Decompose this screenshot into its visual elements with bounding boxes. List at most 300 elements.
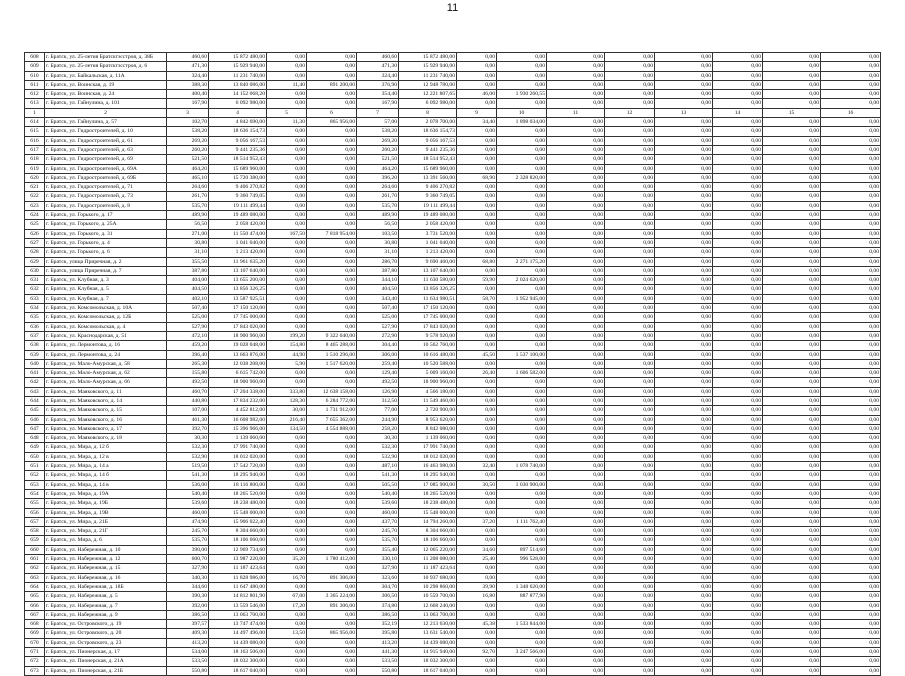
table-cell: 0,00	[267, 508, 307, 517]
table-cell: 460,70	[167, 387, 209, 396]
table-cell: 352,19	[357, 620, 399, 629]
table-cell: г. Братск, ул. Мира, д. 12 в	[45, 452, 167, 461]
table-cell: 638	[25, 341, 45, 350]
table-cell: 1 731 912,00	[307, 406, 357, 415]
table-cell: 0,00	[713, 322, 763, 331]
table-cell: г. Братск, ул. Гидростроителей, д. 69Б	[45, 173, 167, 182]
table-cell: 3 247 566,00	[497, 648, 547, 657]
table-cell: 0,00	[457, 489, 497, 498]
table-cell: 1 213 420,00	[209, 248, 267, 257]
table-cell: 0,00	[763, 387, 821, 396]
table-cell: г. Братск, ул. Воинская, д. 24	[45, 90, 167, 99]
table-cell: 3 365 224,00	[307, 592, 357, 601]
table-cell: 634	[25, 304, 45, 313]
table-cell: 0,00	[307, 648, 357, 657]
table-cell: 0,00	[821, 434, 881, 443]
table-cell: 0,00	[497, 304, 547, 313]
table-cell: г. Братск, ул. Гидростроителей, д. 71	[45, 183, 167, 192]
table-cell: 0,00	[713, 592, 763, 601]
table-cell: 0,00	[307, 248, 357, 257]
table-cell: 0,00	[307, 480, 357, 489]
table-cell: 0,00	[267, 443, 307, 452]
table-row	[25, 127, 881, 136]
table-cell: 611	[25, 80, 45, 89]
table-cell: 0,00	[655, 62, 713, 71]
table-cell: 0,00	[763, 462, 821, 471]
table-cell: 0,00	[821, 127, 881, 136]
table-cell: 646	[25, 415, 45, 424]
table-cell: 0,00	[497, 155, 547, 164]
column-number-cell: 9	[457, 108, 497, 117]
table-cell: 312,50	[357, 396, 399, 405]
table-cell: 17 843 020,00	[399, 322, 457, 331]
table-cell: 535,70	[167, 536, 209, 545]
table-cell: 0,00	[655, 99, 713, 108]
table-cell: 18 900 960,00	[209, 378, 267, 387]
table-cell: 167,50	[267, 229, 307, 238]
table-cell: 0,00	[605, 415, 655, 424]
table-cell: 0,00	[655, 71, 713, 80]
table-cell: 0,00	[605, 294, 655, 303]
table-cell: 0,00	[821, 517, 881, 526]
table-cell: 492,50	[167, 378, 209, 387]
table-cell: 0,00	[605, 118, 655, 127]
table-cell: 0,00	[713, 452, 763, 461]
table-cell: 0,00	[457, 71, 497, 80]
table-cell: 0,00	[713, 294, 763, 303]
table-cell: 18 116 800,00	[209, 480, 267, 489]
table-cell: 1 348 620,00	[497, 582, 547, 591]
table-cell: 0,00	[307, 99, 357, 108]
table-row	[25, 304, 881, 313]
table-cell: 1 041 040,00	[209, 238, 267, 247]
table-cell: 0,00	[763, 629, 821, 638]
table-cell: 0,00	[763, 248, 821, 257]
table-cell: 0,00	[605, 164, 655, 173]
table-cell: 0,00	[547, 666, 605, 675]
table-cell: 0,00	[821, 527, 881, 536]
table-cell: 643	[25, 387, 45, 396]
table-cell: 0,00	[605, 480, 655, 489]
table-cell: 272,90	[357, 331, 399, 340]
table-cell: 18 106 660,00	[209, 536, 267, 545]
table-row	[25, 471, 881, 480]
page-number: 11	[446, 2, 459, 14]
table-cell: 0,00	[713, 657, 763, 666]
table-cell: г. Братск, ул. Клубная, д. 5	[45, 285, 167, 294]
table-cell: 0,00	[655, 480, 713, 489]
table-cell: 0,00	[821, 257, 881, 266]
table-cell: 0,00	[655, 601, 713, 610]
table-cell: 15 929 940,00	[399, 62, 457, 71]
table-cell: 0,00	[763, 276, 821, 285]
table-cell: 0,00	[821, 313, 881, 322]
table-cell: г. Братск, ул. Мира, д. 6	[45, 536, 167, 545]
table-cell: 0,00	[605, 136, 655, 145]
table-cell: 0,00	[821, 499, 881, 508]
table-cell: 1 537 100,00	[497, 350, 547, 359]
table-cell: 0,00	[497, 220, 547, 229]
table-cell: 0,00	[821, 452, 881, 461]
table-cell: 0,00	[821, 266, 881, 275]
column-number-cell: 15	[763, 108, 821, 117]
table-cell: 0,00	[655, 192, 713, 201]
table-cell: г. Братск, ул. Гидростроителей, д. 69А	[45, 164, 167, 173]
table-cell: 0,00	[457, 359, 497, 368]
table-cell: 1 041 040,00	[399, 238, 457, 247]
table-cell: 413,20	[357, 638, 399, 647]
table-cell: 0,00	[267, 545, 307, 554]
table-cell: 0,00	[821, 220, 881, 229]
column-number-cell: 7	[357, 108, 399, 117]
table-cell: 0,00	[821, 294, 881, 303]
table-cell: г. Братск, ул. Лермонтова, д. 24	[45, 350, 167, 359]
table-cell: 13 107 640,00	[209, 266, 267, 275]
table-cell: г. Братск, ул. Мало-Амурская, д. 58	[45, 359, 167, 368]
table-cell: 388,30	[167, 80, 209, 89]
table-cell: 0,00	[713, 527, 763, 536]
table-cell: 11 828 986,00	[209, 573, 267, 582]
table-row	[25, 406, 881, 415]
table-cell: 0,00	[457, 192, 497, 201]
table-cell: 0,00	[457, 406, 497, 415]
table-cell: 461,30	[167, 415, 209, 424]
table-cell: 0,00	[763, 582, 821, 591]
table-cell: 0,00	[547, 424, 605, 433]
table-cell: 0,00	[763, 229, 821, 238]
table-cell: г. Братск, ул. Маяковского, д. 17	[45, 424, 167, 433]
table-cell: 0,00	[307, 322, 357, 331]
table-cell: 59,90	[457, 276, 497, 285]
table-cell: 0,00	[547, 610, 605, 619]
table-cell: 19 489 080,00	[209, 211, 267, 220]
table-cell: 0,00	[547, 601, 605, 610]
table-cell: 245,70	[357, 527, 399, 536]
table-cell: 0,00	[605, 462, 655, 471]
table-cell: 0,00	[457, 434, 497, 443]
table-cell: 17 085 900,00	[399, 480, 457, 489]
table-cell: 13,50	[267, 629, 307, 638]
table-cell: 392,70	[167, 424, 209, 433]
table-cell: 10 616 480,00	[399, 350, 457, 359]
table-cell: г. Братск, ул. Комсомольская, д. 4	[45, 322, 167, 331]
table-cell: 0,00	[457, 136, 497, 145]
table-cell: 663	[25, 573, 45, 582]
table-cell: 0,00	[821, 536, 881, 545]
table-cell: 0,00	[713, 164, 763, 173]
table-cell: 0,00	[497, 331, 547, 340]
table-cell: 0,00	[713, 220, 763, 229]
table-cell: 664	[25, 582, 45, 591]
table-cell: 0,00	[713, 62, 763, 71]
table-cell: 0,00	[605, 229, 655, 238]
table-cell: 0,00	[547, 508, 605, 517]
table-cell: 57,00	[357, 118, 399, 127]
table-cell: 1 533 844,00	[497, 620, 547, 629]
table-cell: 0,00	[605, 582, 655, 591]
table-cell: 0,00	[713, 564, 763, 573]
column-number-cell: 14	[713, 108, 763, 117]
column-number-cell: 4	[209, 108, 267, 117]
table-cell: 0,00	[547, 657, 605, 666]
table-cell: 2 078 700,00	[399, 118, 457, 127]
table-cell: 9 441 235,36	[399, 145, 457, 154]
table-cell: 0,00	[307, 434, 357, 443]
table-cell: 669	[25, 629, 45, 638]
table-cell: 8 842 080,00	[399, 424, 457, 433]
table-cell: г. Братск, ул. Байкальская, д. 11А	[45, 71, 167, 80]
table-cell: 0,00	[457, 471, 497, 480]
table-cell: г. Братск, ул. Гидростроителей, д. 10	[45, 127, 167, 136]
table-row	[25, 294, 881, 303]
table-cell: 492,50	[357, 378, 399, 387]
table-cell: 0,00	[307, 564, 357, 573]
table-cell: 0,00	[547, 164, 605, 173]
table-cell: 34,60	[457, 545, 497, 554]
table-cell: 673	[25, 666, 45, 675]
table-cell: г. Братск, ул. Маяковского, д. 18	[45, 434, 167, 443]
table-cell: 0,00	[763, 304, 821, 313]
table-cell: 0,00	[267, 452, 307, 461]
table-cell: 0,00	[307, 304, 357, 313]
table-cell: 0,00	[267, 564, 307, 573]
table-cell: 0,00	[457, 127, 497, 136]
table-cell: 1 517 620,00	[307, 359, 357, 368]
table-cell: 0,00	[547, 499, 605, 508]
table-cell: 0,00	[547, 90, 605, 99]
table-cell: 489,90	[357, 211, 399, 220]
table-cell: 654	[25, 489, 45, 498]
table-cell: 0,00	[307, 582, 357, 591]
table-cell: 887 877,90	[497, 592, 547, 601]
table-cell: 0,00	[267, 155, 307, 164]
table-cell: 0,00	[821, 99, 881, 108]
table-cell: 0,00	[497, 638, 547, 647]
table-cell: 17 991 740,00	[209, 443, 267, 452]
table-cell: 269,20	[167, 136, 209, 145]
table-cell: 1 510 296,00	[307, 350, 357, 359]
table-cell: 0,00	[605, 424, 655, 433]
table-cell: 2 328 820,00	[497, 173, 547, 182]
table-cell: 0,00	[821, 396, 881, 405]
table-cell: 0,00	[713, 638, 763, 647]
table-cell: 5 009 160,00	[399, 369, 457, 378]
table-cell: 0,00	[821, 359, 881, 368]
table-cell: 167,90	[357, 99, 399, 108]
table-cell: 323,60	[357, 573, 399, 582]
table-cell: 0,00	[497, 341, 547, 350]
table-cell: 0,00	[713, 471, 763, 480]
table-cell: 0,00	[307, 53, 357, 62]
table-cell: 0,00	[655, 183, 713, 192]
table-cell: 0,00	[307, 257, 357, 266]
table-cell: г. Братск, ул. Гайнулина, д. 57	[45, 118, 167, 127]
table-cell: 644	[25, 396, 45, 405]
table-cell: 0,00	[497, 201, 547, 210]
table-cell: 647	[25, 424, 45, 433]
table-row	[25, 462, 881, 471]
table-cell: 0,00	[605, 341, 655, 350]
table-cell: 8 304 660,00	[209, 527, 267, 536]
table-cell: 2 024 620,00	[497, 276, 547, 285]
table-cell: 0,00	[605, 369, 655, 378]
table-cell: 0,00	[655, 313, 713, 322]
table-cell: 487,10	[357, 462, 399, 471]
table-cell: 0,00	[763, 62, 821, 71]
table-cell: 0,00	[713, 601, 763, 610]
table-cell: г. Братск, ул. Горького, д. 31	[45, 229, 167, 238]
table-cell: 0,00	[457, 629, 497, 638]
table-cell: 0,00	[763, 71, 821, 80]
table-cell: 0,00	[763, 406, 821, 415]
table-cell: 0,00	[307, 638, 357, 647]
table-row	[25, 229, 881, 238]
table-cell: 0,00	[655, 582, 713, 591]
table-cell: 0,00	[547, 527, 605, 536]
table-cell: 324,40	[357, 71, 399, 80]
table-cell: 0,00	[713, 276, 763, 285]
table-cell: г. Братск, ул. Гидростроителей, д. 61	[45, 136, 167, 145]
table-cell: 0,00	[763, 220, 821, 229]
table-cell: 891 306,00	[307, 601, 357, 610]
table-cell: 259,40	[357, 359, 399, 368]
table-cell: 627	[25, 238, 45, 247]
table-cell: 155,80	[167, 369, 209, 378]
table-cell: 0,00	[713, 387, 763, 396]
table-cell: 12 038 208,00	[209, 359, 267, 368]
table-cell: 25,40	[457, 555, 497, 564]
table-cell: 0,00	[547, 573, 605, 582]
table-cell: 0,00	[713, 517, 763, 526]
table-row	[25, 536, 881, 545]
table-cell: 4 452 812,00	[209, 406, 267, 415]
table-cell: 0,00	[713, 248, 763, 257]
table-cell: 0,00	[763, 452, 821, 461]
table-cell: г. Братск, ул. Мира, д. 14 а	[45, 462, 167, 471]
table-cell: 10 562 760,00	[399, 341, 457, 350]
table-cell: 0,00	[457, 322, 497, 331]
table-cell: 0,00	[821, 480, 881, 489]
table-cell: 11 550 474,00	[209, 229, 267, 238]
table-cell: 396,40	[167, 350, 209, 359]
table-cell: 0,00	[497, 145, 547, 154]
table-cell: 0,00	[821, 415, 881, 424]
table-cell: 134,50	[267, 424, 307, 433]
table-cell: 617	[25, 145, 45, 154]
table-cell: 68,80	[457, 257, 497, 266]
table-cell: 9 578 920,00	[399, 331, 457, 340]
table-cell: 0,00	[267, 657, 307, 666]
table-row	[25, 573, 881, 582]
table-row	[25, 350, 881, 359]
table-cell: 0,00	[457, 666, 497, 675]
table-cell: 18 900 960,00	[399, 378, 457, 387]
table-cell: 0,00	[763, 192, 821, 201]
table-cell: 9 322 040,00	[307, 331, 357, 340]
table-cell: 471,30	[357, 62, 399, 71]
table-cell: 0,00	[267, 313, 307, 322]
table-cell: 9 406 270,82	[209, 183, 267, 192]
table-cell: 0,00	[655, 136, 713, 145]
table-cell: 0,00	[655, 201, 713, 210]
table-cell: 0,00	[497, 471, 547, 480]
table-cell: 0,00	[605, 71, 655, 80]
column-number-cell: 10	[497, 108, 547, 117]
table-cell: 0,00	[655, 378, 713, 387]
table-cell: 653	[25, 480, 45, 489]
table-cell: 0,00	[547, 62, 605, 71]
table-cell: 264,60	[357, 183, 399, 192]
table-cell: 0,00	[307, 183, 357, 192]
table-cell: 56,50	[167, 220, 209, 229]
table-cell: 0,00	[547, 387, 605, 396]
table-cell: 0,00	[655, 462, 713, 471]
table-cell: 14 497 496,00	[209, 629, 267, 638]
table-cell: 0,00	[457, 573, 497, 582]
table-cell: 344,10	[357, 276, 399, 285]
table-cell: 67,00	[267, 592, 307, 601]
table-cell: 0,00	[655, 350, 713, 359]
table-cell: 7 655 362,00	[307, 415, 357, 424]
table-cell: 0,00	[605, 629, 655, 638]
table-cell: 0,00	[267, 183, 307, 192]
table-cell: 629	[25, 257, 45, 266]
table-cell: 0,00	[547, 489, 605, 498]
table-cell: 0,00	[547, 322, 605, 331]
table-cell: 0,00	[713, 620, 763, 629]
table-row	[25, 610, 881, 619]
table-cell: 30,30	[357, 434, 399, 443]
table-cell: 623	[25, 201, 45, 210]
table-cell: 0,00	[267, 145, 307, 154]
table-cell: 0,00	[267, 527, 307, 536]
table-cell: 0,00	[267, 499, 307, 508]
table-cell: г. Братск, улица Приречная, д. 2	[45, 257, 167, 266]
table-cell: 18 012 020,00	[209, 452, 267, 461]
table-cell: 45,38	[457, 620, 497, 629]
table-row	[25, 499, 881, 508]
table-cell: 0,00	[655, 173, 713, 182]
table-row	[25, 648, 881, 657]
table-cell: 0,00	[547, 517, 605, 526]
table-cell: 404,50	[357, 285, 399, 294]
table-cell: 0,00	[821, 350, 881, 359]
table-cell: 460,60	[357, 53, 399, 62]
table-cell: 0,00	[763, 201, 821, 210]
table-cell: 0,00	[457, 536, 497, 545]
column-number-cell: 2	[45, 108, 167, 117]
table-cell: 15 689 960,00	[399, 164, 457, 173]
table-cell: 10 520 588,00	[399, 359, 457, 368]
table-cell: 0,00	[307, 211, 357, 220]
table-cell: 0,00	[267, 610, 307, 619]
table-cell: 16 608 982,00	[209, 415, 267, 424]
table-cell: 0,00	[763, 322, 821, 331]
table-cell: 18 032 300,00	[399, 657, 457, 666]
table-cell: 0,00	[821, 489, 881, 498]
table-cell: 0,00	[713, 424, 763, 433]
table-cell: 0,00	[655, 489, 713, 498]
table-cell: 0,00	[713, 90, 763, 99]
table-cell: 0,00	[655, 359, 713, 368]
table-cell: 0,00	[713, 499, 763, 508]
table-cell: 0,00	[821, 201, 881, 210]
table-row	[25, 183, 881, 192]
table-cell: 12 948 780,00	[399, 80, 457, 89]
table-cell: 0,00	[307, 610, 357, 619]
table-cell: 0,00	[307, 173, 357, 182]
table-cell: 397,57	[167, 620, 209, 629]
